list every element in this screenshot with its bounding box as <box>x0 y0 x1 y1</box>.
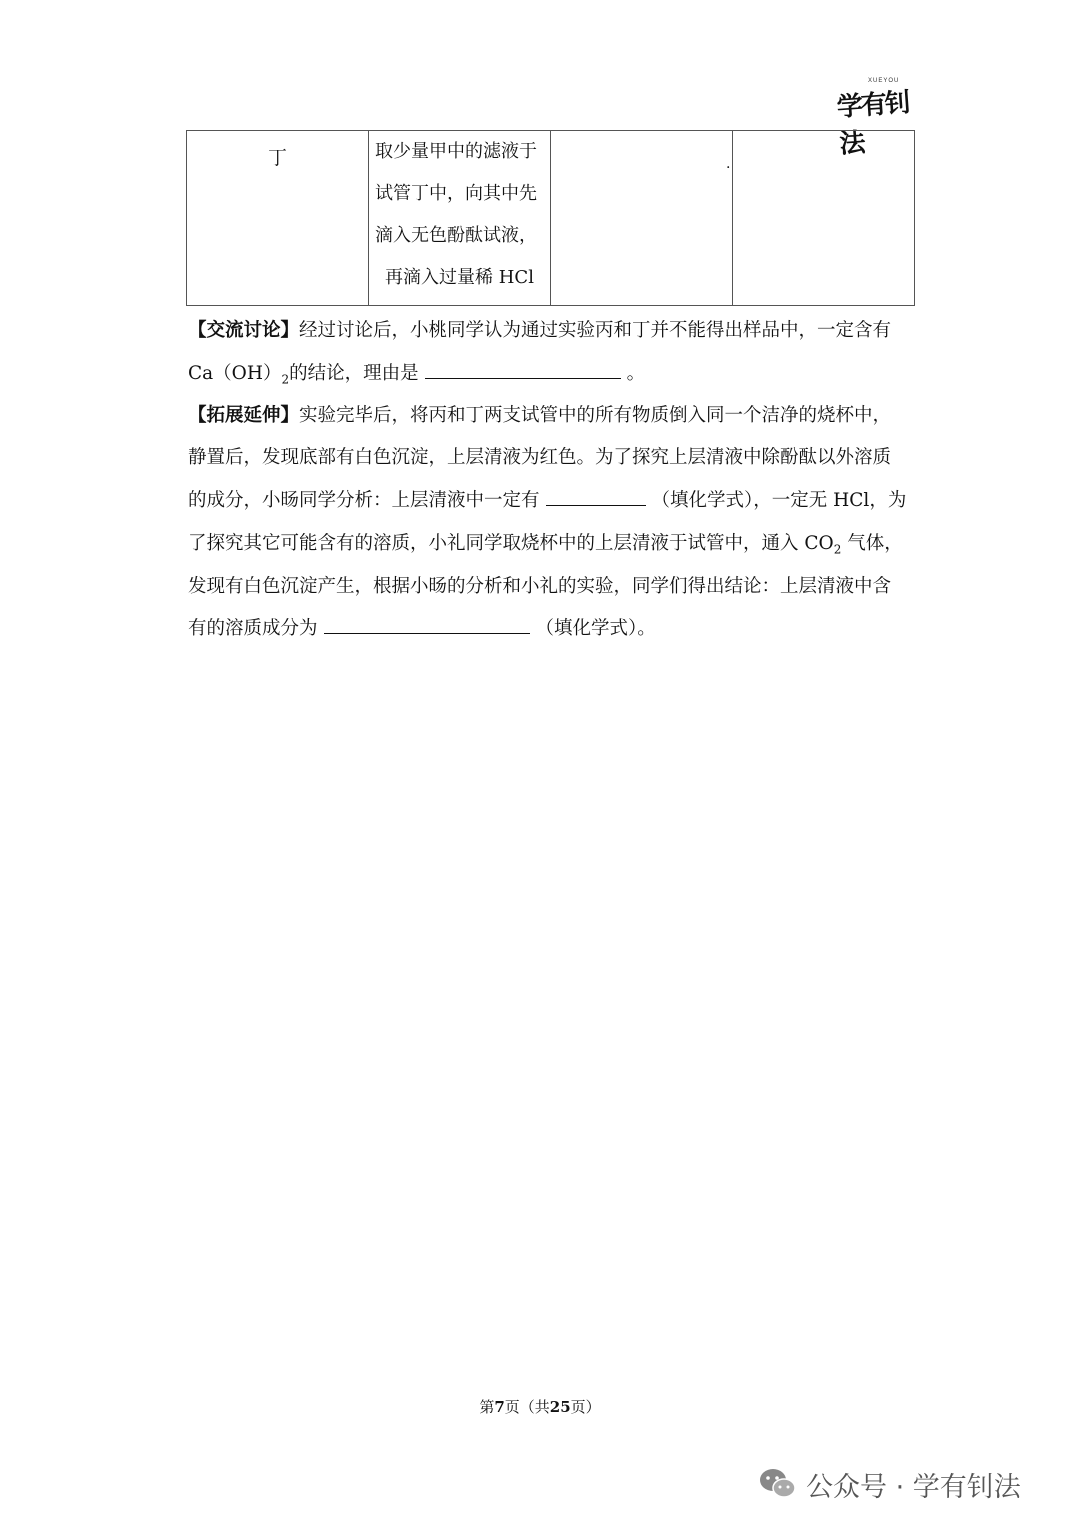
extension-text: 有的溶质成分为 <box>188 618 318 639</box>
logo-subtext: XUEYOU <box>868 78 900 84</box>
extension-text: 了探究其它可能含有的溶质，小礼同学取烧杯中的上层清液于试管中，通入 CO <box>188 533 834 554</box>
extension-text: 的成分，小旸同学分析：上层清液中一定有 <box>188 490 540 511</box>
answer-blank[interactable] <box>324 615 530 635</box>
operation-line: 再滴入过量稀 HCl <box>385 267 534 288</box>
watermark <box>758 1464 1021 1504</box>
wechat-icon <box>758 1466 798 1502</box>
operation-line: 试管丁中，向其中先 <box>375 183 537 204</box>
watermark-text: 公众号 · 学有钊法 <box>806 1471 1021 1503</box>
total-pages: 25 <box>549 1398 571 1416</box>
footer-suffix: 页） <box>570 1398 601 1416</box>
answer-blank[interactable] <box>546 487 646 507</box>
table-cell-conclusion <box>733 131 915 306</box>
extension-text: （填化学式）。 <box>535 618 656 639</box>
table-cell-phenomenon <box>551 131 733 306</box>
stray-mark: . <box>726 156 731 172</box>
period: 。 <box>626 363 646 384</box>
operation-line: 取少量甲中的滤液于 <box>375 141 537 162</box>
answer-blank[interactable] <box>425 360 621 380</box>
discussion-line-2 <box>188 359 918 387</box>
formula-subscript: 2 <box>281 372 290 387</box>
extension-text: 实验完毕后，将丙和丁两支试管中的所有物质倒入同一个洁净的烧杯中， <box>299 405 892 426</box>
experiment-table <box>186 130 915 306</box>
brand-logo <box>835 78 920 160</box>
footer-prefix: 第 <box>479 1398 495 1416</box>
formula-subscript: 2 <box>833 542 842 557</box>
table-row <box>187 131 915 306</box>
table-cell-label <box>187 131 369 306</box>
extension-line-2: 静置后，发现底部有白色沉淀，上层清液为红色。为了探究上层清液中除酚酞以外溶质 <box>188 447 892 468</box>
page-number: 7 <box>494 1398 505 1416</box>
extension-line-3 <box>188 486 918 512</box>
extension-line-4 <box>188 529 918 557</box>
table-cell-operation <box>369 131 551 306</box>
row-label: 丁 <box>267 147 287 169</box>
operation-line: 滴入无色酚酞试液， <box>375 225 537 246</box>
extension-line-6 <box>188 614 918 640</box>
footer-mid: 页（共 <box>504 1398 550 1416</box>
extension-text: （填化学式），一定无 HCl，为 <box>651 490 907 511</box>
discussion-line-1 <box>188 316 918 342</box>
page-footer <box>0 1396 1080 1417</box>
formula-caoh: Ca（OH） <box>188 363 282 384</box>
logo-text: 学有钊法 <box>835 87 910 160</box>
discussion-heading: 【交流讨论】 <box>188 320 300 341</box>
extension-line-5: 发现有白色沉淀产生，根据小旸的分析和小礼的实验，同学们得出结论：上层清液中含 <box>188 576 892 597</box>
discussion-text: 经过讨论后，小桃同学认为通过实验丙和丁并不能得出样品中，一定含有 <box>299 320 892 341</box>
discussion-text: 的结论，理由是 <box>289 363 419 384</box>
extension-line-1 <box>188 401 918 427</box>
extension-text: 气体， <box>841 533 903 554</box>
extension-heading: 【拓展延伸】 <box>188 405 300 426</box>
